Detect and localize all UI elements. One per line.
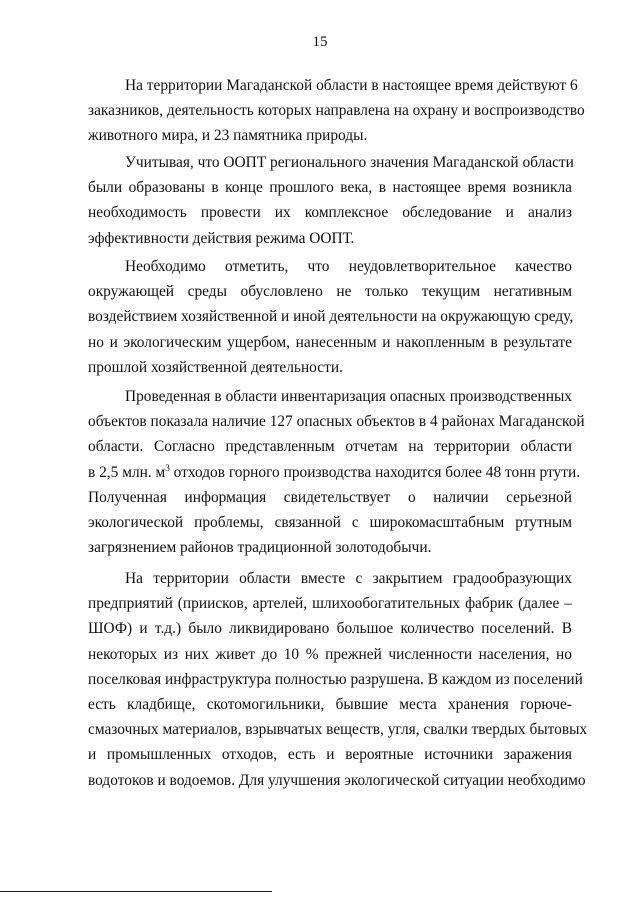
- text-line: воздействием хозяйственной и иной деятельности на окружающую среду,: [88, 308, 574, 326]
- text-line: На территории Магаданской области в настоящее время действуют 6: [125, 77, 578, 94]
- text-line: предприятий (приисков, артелей, шлихообогатительных фабрик (далее –: [88, 595, 572, 613]
- text-line: необходимость провести их комплексное обследование и анализ: [88, 204, 572, 222]
- text-line: [88, 460, 581, 485]
- paragraph-1: [88, 73, 585, 149]
- text-line: экологической проблемы, связанной с широкомасштабным ртутным: [88, 514, 572, 532]
- text-line: поселковая инфраструктура полностью разрушена. В каждом из поселений: [88, 670, 583, 688]
- text-line: и промышленных отходов, есть и вероятные источники заражения: [88, 746, 572, 764]
- text-line: Необходимо отметить, что неудовлетворительное качество: [125, 258, 572, 275]
- paragraph-5: [88, 566, 588, 793]
- text-line: эффективности действия режима ООПТ.: [88, 229, 355, 247]
- page-number: 15: [312, 34, 328, 50]
- text-line: окружающей среды обусловлено не только текущим негативным: [88, 283, 572, 301]
- text-line: объектов показала наличие 127 опасных объектов в 4 районах Магаданской: [88, 413, 585, 431]
- text-line: загрязнением районов традиционной золотодобычи.: [88, 539, 432, 557]
- footnote-separator: [0, 891, 272, 892]
- text-line: На территории области вместе с закрытием градообразующих: [125, 570, 572, 587]
- text-line: но и экологическим ущербом, нанесенным и накопленным в результате: [88, 333, 572, 351]
- text-line: животного мира, и 23 памятника природы.: [88, 127, 368, 145]
- text-line: заказников, деятельность которых направлена на охрану и воспроизводство: [88, 102, 585, 120]
- superscript: 3: [165, 462, 170, 473]
- text-line: некоторых из них живет до 10 % прежней численности населения, но: [88, 645, 572, 663]
- text-line: Учитывая, что ООПТ регионального значения Магаданской области: [125, 154, 574, 171]
- paragraph-2: [88, 150, 572, 251]
- text-line: прошлой хозяйственной деятельности.: [88, 358, 343, 376]
- text-line: Полученная информация свидетельствует о наличии серьезной: [88, 488, 572, 506]
- text-fragment: в 2,5 млн. м: [88, 463, 166, 481]
- text-line: смазочных материалов, взрывчатых веществ, угля, свалки твердых бытовых: [88, 721, 588, 739]
- text-line: ШОФ) и т.д.) было ликвидировано большое количество поселений. В: [88, 620, 572, 638]
- text-line: Проведенная в области инвентаризация опасных производственных: [125, 388, 572, 405]
- text-line: были образованы в конце прошлого века, в настоящее время возникла: [88, 179, 572, 197]
- text-line: водотоков и водоемов. Для улучшения экологической ситуации необходимо: [88, 771, 586, 789]
- paragraph-4: [88, 384, 585, 560]
- paragraph-3: [88, 254, 572, 380]
- text-line: области. Согласно представленным отчетам на территории области: [88, 438, 572, 456]
- text-line: есть кладбище, скотомогильники, бывшие места хранения горюче-: [88, 696, 572, 714]
- text-fragment: отходов горного производства находится более 48 тонн ртути.: [169, 463, 581, 481]
